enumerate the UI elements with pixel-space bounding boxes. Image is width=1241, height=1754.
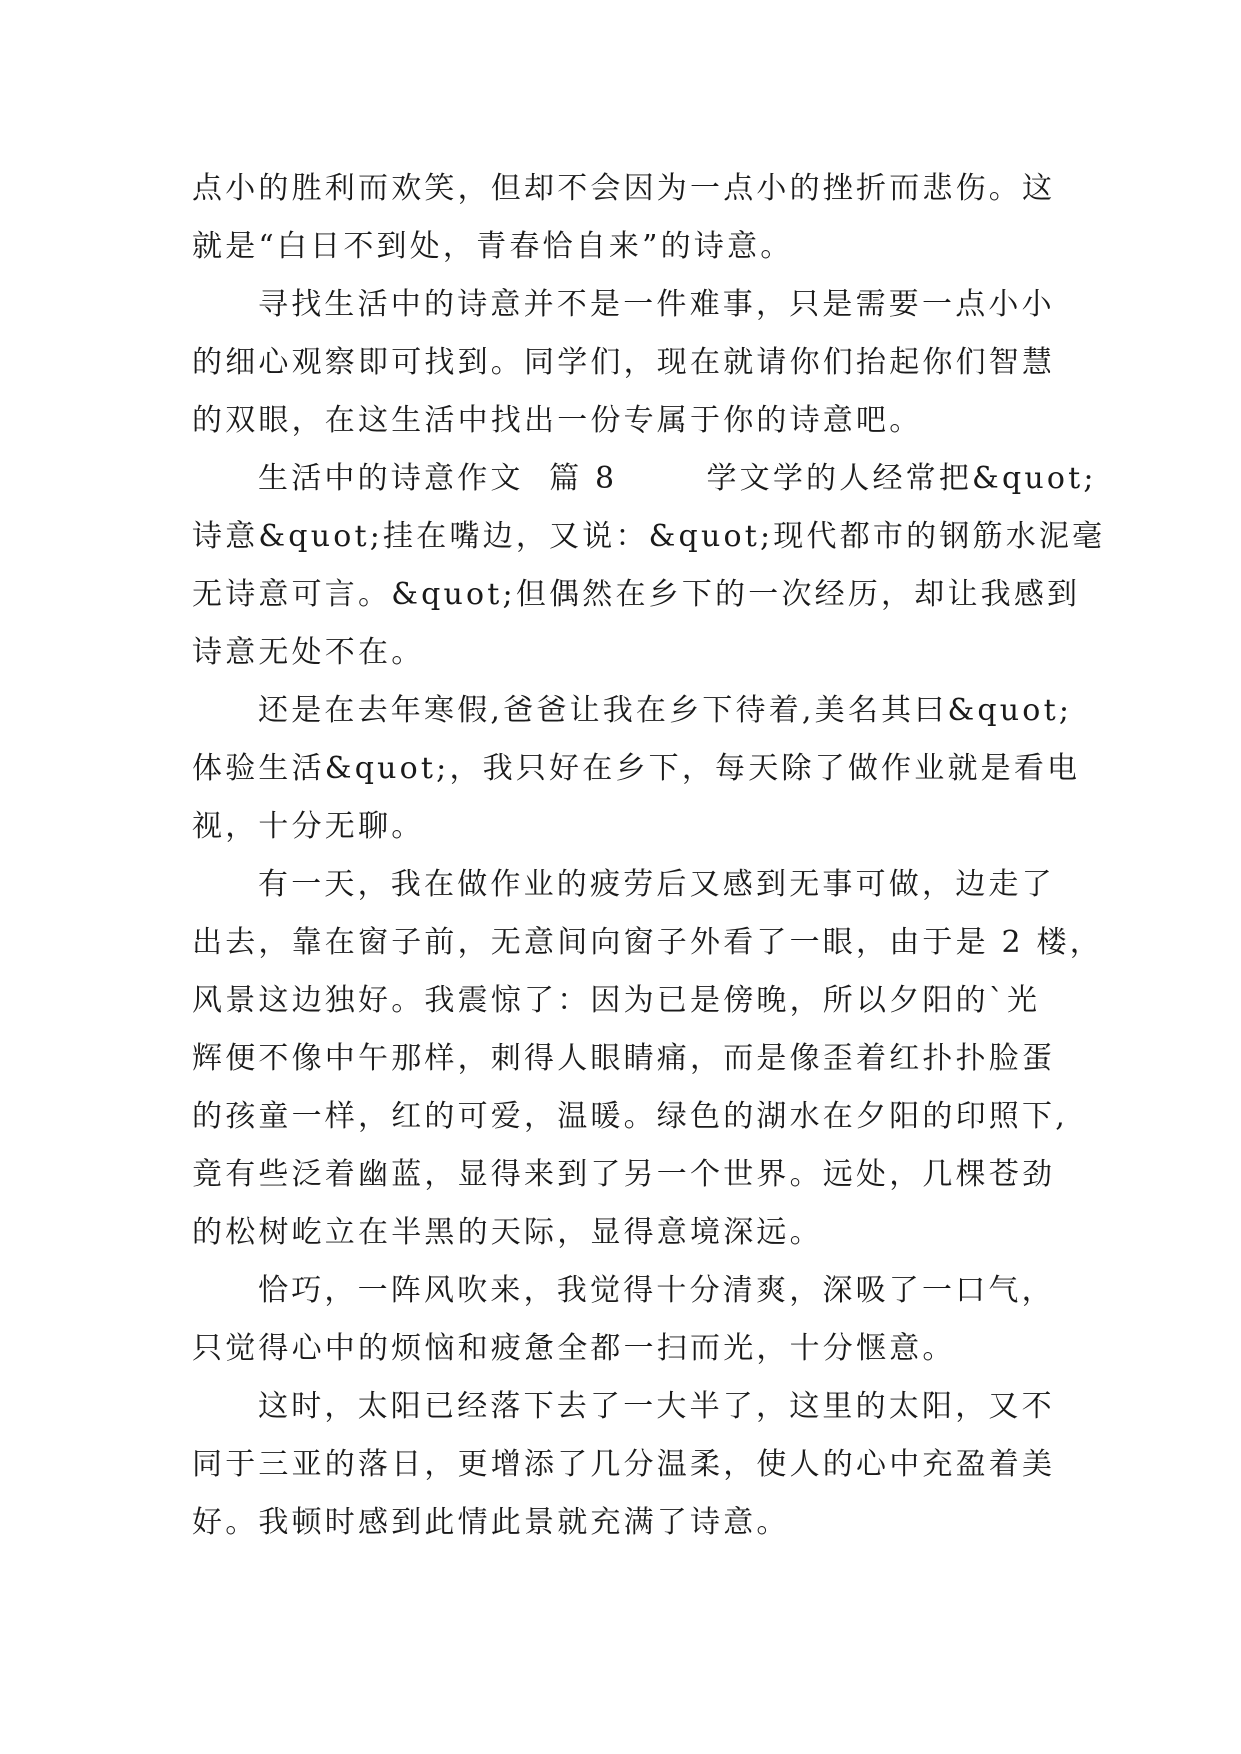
text-line: 诗意无处不在。 bbox=[192, 635, 425, 670]
text-line: 寻找生活中的诗意并不是一件难事，只是需要一点小小 bbox=[258, 287, 1055, 322]
text-line: 风景这边独好。我震惊了：因为已是傍晚，所以夕阳的`光 bbox=[192, 983, 1041, 1018]
paragraph-4 bbox=[192, 682, 1081, 856]
section-heading-line: 生活中的诗意作文 篇 8 学文学的人经常把&quot; bbox=[258, 461, 1097, 496]
text-line: 辉便不像中午那样，刺得人眼睛痛，而是像歪着红扑扑脸蛋 bbox=[192, 1041, 1056, 1076]
text-line: 就是“白日不到处，青春恰自来”的诗意。 bbox=[192, 229, 794, 264]
paragraph-6 bbox=[192, 1262, 1055, 1378]
text-line: 竟有些泛着幽蓝，显得来到了另一个世界。远处，几棵苍劲 bbox=[192, 1157, 1056, 1192]
text-line: 同于三亚的落日，更增添了几分温柔，使人的心中充盈着美 bbox=[192, 1447, 1056, 1482]
text-line: 体验生活&quot;，我只好在乡下，每天除了做作业就是看电 bbox=[192, 751, 1081, 786]
text-line: 只觉得心中的烦恼和疲惫全都一扫而光，十分惬意。 bbox=[192, 1331, 956, 1366]
text-line: 还是在去年寒假,爸爸让我在乡下待着,美名其曰&quot; bbox=[258, 693, 1073, 728]
text-line: 的双眼，在这生活中找出一份专属于你的诗意吧。 bbox=[192, 403, 923, 438]
text-line: 诗意&quot;挂在嘴边，又说：&quot;现代都市的钢筋水泥毫 bbox=[192, 519, 1106, 554]
essay-body bbox=[192, 160, 1106, 1552]
text-line: 这时，太阳已经落下去了一大半了，这里的太阳，又不 bbox=[258, 1389, 1055, 1424]
text-line: 好。我顿时感到此情此景就充满了诗意。 bbox=[192, 1505, 790, 1540]
text-line: 有一天，我在做作业的疲劳后又感到无事可做，边走了 bbox=[258, 867, 1055, 902]
text-line: 无诗意可言。&quot;但偶然在乡下的一次经历，却让我感到 bbox=[192, 577, 1081, 612]
text-line: 视，十分无聊。 bbox=[192, 809, 425, 844]
text-line: 恰巧，一阵风吹来，我觉得十分清爽，深吸了一口气， bbox=[258, 1273, 1055, 1308]
paragraph-3 bbox=[192, 450, 1106, 682]
paragraph-1 bbox=[192, 160, 1056, 276]
text-line: 的细心观察即可找到。同学们，现在就请你们抬起你们智慧 bbox=[192, 345, 1056, 380]
text-line: 点小的胜利而欢笑，但却不会因为一点小的挫折而悲伤。这 bbox=[192, 171, 1056, 206]
text-line: 的松树屹立在半黑的天际，显得意境深远。 bbox=[192, 1215, 823, 1250]
paragraph-7 bbox=[192, 1378, 1056, 1552]
paragraph-2 bbox=[192, 276, 1056, 450]
text-line: 出去，靠在窗子前，无意间向窗子外看了一眼，由于是 2 楼， bbox=[192, 925, 1103, 960]
paragraph-5 bbox=[192, 856, 1103, 1262]
text-line: 的孩童一样，红的可爱，温暖。绿色的湖水在夕阳的印照下, bbox=[192, 1099, 1068, 1134]
